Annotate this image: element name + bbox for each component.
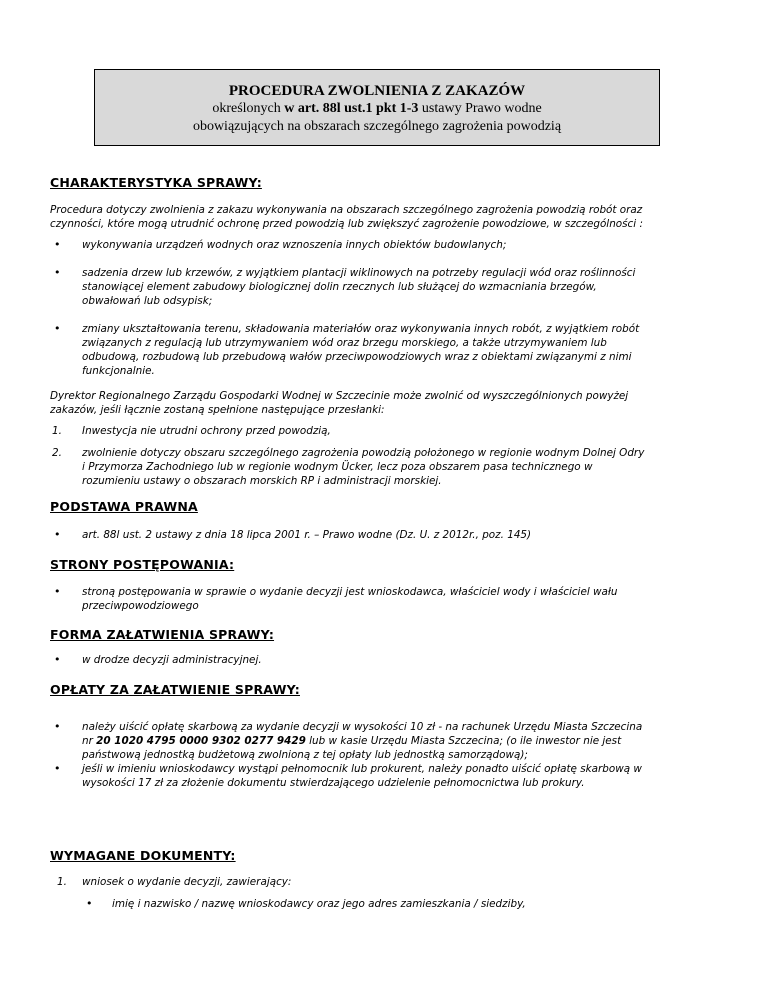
doc-subtitle-line1: określonych w art. 88l ust.1 pkt 1-3 ustawy Prawo wodne: [212, 101, 542, 116]
list-item: jeśli w imieniu wnioskodawcy wystąpi pełnomocnik lub prokurent, należy ponadto uiścić opłatę skarbową w wysokości 17 zł za złożenie dokumentu stwierdzającego udzielenie pełnomocnictwa lub prokury.: [82, 763, 642, 789]
bullet-icon: •: [54, 322, 61, 335]
bullet-icon: •: [54, 762, 61, 775]
heading-strony: STRONY POSTĘPOWANIA:: [50, 557, 235, 572]
heading-forma: FORMA ZAŁATWIENIA SPRAWY:: [50, 627, 275, 642]
list-item: art. 88l ust. 2 ustawy z dnia 18 lipca 2001 r. – Prawo wodne (Dz. U. z 2012r., poz. 145): [82, 529, 532, 541]
bullet-icon: •: [54, 653, 61, 666]
bank-account-number: 20 1020 4795 0000 9302 0277 9429: [96, 735, 306, 747]
bullet-icon: •: [54, 238, 61, 251]
list-item: sadzenia drzew lub krzewów, z wyjątkiem plantacji wiklinowych na potrzeby regulacji wód oraz roślinności stanowiącej element zabudowy biologicznej dolin rzecznych lub służącej do wzmacniania brzegów, obwałowań lub odsypisk;: [82, 267, 636, 307]
list-item: stroną postępowania w sprawie o wydanie decyzji jest wnioskodawca, właściciel wody i właściciel wału przeciwpowodziowego: [82, 586, 618, 612]
doc-subtitle-line2: obowiązujących na obszarach szczególnego zagrożenia powodzią: [192, 119, 562, 134]
list-number: 2.: [52, 447, 62, 459]
bullet-icon: •: [86, 897, 93, 910]
heading-dokumenty: WYMAGANE DOKUMENTY:: [50, 848, 236, 863]
numbered-item: Inwestycja nie utrudni ochrony przed powodzią,: [82, 425, 331, 437]
numbered-item: zwolnienie dotyczy obszaru szczególnego zagrożenia powodzią położonego w regionie wodnym Dolnej Odry i Przymorza Zachodniego lub w regionie wodnym Ücker, lecz poza obszarem pasa technicznego w rozumieniu ustawy o obszarach morskich RP i administracji morskiej.: [82, 447, 645, 487]
bullet-icon: •: [54, 585, 61, 598]
title-box: [94, 69, 660, 146]
bullet-icon: •: [54, 528, 61, 541]
list-item: należy uiścić opłatę skarbową za wydanie decyzji w wysokości 10 zł - na rachunek Urzędu Miasta Szczecina nr 20 1020 4795 0000 9302 0277 9429 lub w kasie Urzędu Miasta Szczecina; (o ile inwestor nie jest państwową jednostką budżetową zwolnioną z tej opłaty lub jednostką samorządową);: [82, 721, 643, 761]
conditions-paragraph: Dyrektor Regionalnego Zarządu Gospodarki Wodnej w Szczecinie może zwolnić od wyszczególnionych powyżej zakazów, jeśli łącznie zostaną spełnione następujące przesłanki:: [50, 390, 629, 416]
list-number: 1.: [52, 425, 62, 437]
heading-charakterystyka: CHARAKTERYSTYKA SPRAWY:: [50, 175, 262, 190]
list-item: zmiany ukształtowania terenu, składowania materiałów oraz wykonywania innych robót, z wyjątkiem robót związanych z regulacją lub utrzymywaniem wód oraz brzegu morskiego, a także utrzymywaniem lub odbudową, rozbudową lub przebudową wałów przeciwpowodziowych wraz z obiektami związanymi z nimi funkcjonalnie.: [82, 323, 640, 377]
numbered-item: wniosek o wydanie decyzji, zawierający:: [82, 876, 292, 888]
list-item: imię i nazwisko / nazwę wnioskodawcy oraz jego adres zamieszkania / siedziby,: [112, 898, 526, 910]
list-item: w drodze decyzji administracyjnej.: [82, 654, 262, 666]
heading-podstawa: PODSTAWA PRAWNA: [50, 499, 198, 514]
bullet-icon: •: [54, 720, 61, 733]
list-number: 1.: [57, 876, 67, 888]
intro-paragraph: Procedura dotyczy zwolnienia z zakazu wykonywania na obszarach szczególnego zagrożenia powodzią robót oraz czynności, które mogą utrudnić ochronę przed powodzią lub zwiększyć zagrożenie powodziowe, w szczególności :: [50, 204, 643, 230]
doc-title: PROCEDURA ZWOLNIENIA Z ZAKAZÓW: [228, 83, 526, 99]
heading-oplaty: OPŁATY ZA ZAŁATWIENIE SPRAWY:: [50, 682, 300, 697]
bullet-icon: •: [54, 266, 61, 279]
list-item: wykonywania urządzeń wodnych oraz wznoszenia innych obiektów budowlanych;: [82, 239, 507, 251]
